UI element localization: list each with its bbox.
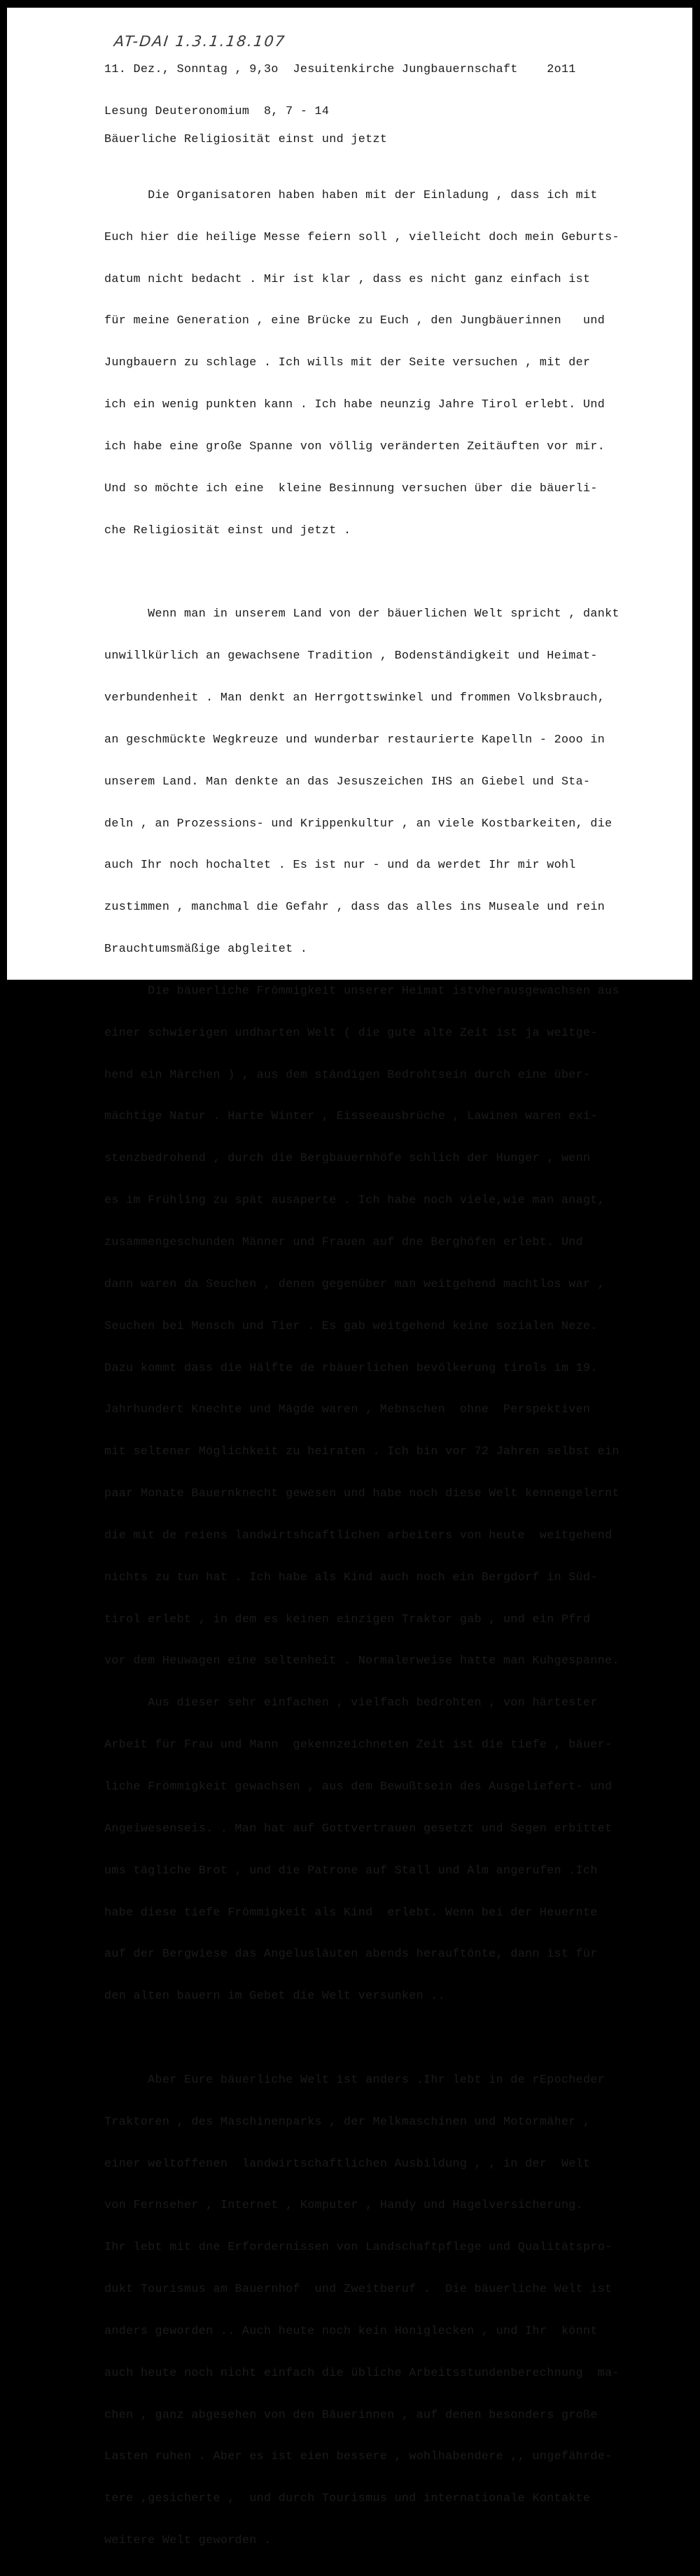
body-line: Lasten ruhen . Aber es ist eien bessere , wohlhabendere ,, ungefährde- <box>104 2450 612 2464</box>
body-line: für meine Generation , eine Brücke zu Euch , den Jungbäuerinnen und <box>104 314 606 328</box>
body-line: die mit de reiens landwirtshcaftlichen arbeiters von heute weitgehend <box>104 1528 612 1542</box>
reading-reference: Lesung Deuteronomium 8, 7 - 14 <box>104 105 330 118</box>
body-line <box>104 2032 620 2046</box>
body-line: Aus dieser sehr einfachen , vielfach bedrohten , von härtester <box>104 1696 598 1710</box>
body-line: Arbeit für Frau und Mann gekennzeichneten Zeit ist die tiefe , bäuer- <box>104 1738 612 1752</box>
body-line: ums tägliche Brot , und die Patrone auf Stall und Alm angerufen .Ich <box>104 1864 598 1878</box>
body-line: Die bäuerliche Frömmigkeit unserer Heimat istvherausgewachsen aus <box>104 984 620 998</box>
body-line: ich habe eine große Spanne von völlig veränderten Zeitäuften vor mir. <box>104 439 606 453</box>
body-line: che Religiosität einst und jetzt . <box>104 523 351 537</box>
body-line: Angeiwesenseis. . Man hat auf Gottvertrauen gesetzt und Segen erbittet <box>104 1822 612 1836</box>
body-line: nichts zu tun hat . Ich habe als Kind auch noch ein Bergdorf in Süd- <box>104 1570 598 1584</box>
body-line: auch Ihr noch hochaltet . Es ist nur - und da werdet Ihr mir wohl <box>104 859 576 873</box>
body-line: Die Organisatoren haben haben mit der Einladung , dass ich mit <box>104 188 598 202</box>
body-line: einer weltoffenen landwirtschaftlichen Ausbildung , , in der Welt <box>104 2157 591 2171</box>
body-line: tirol erlebt , in dem es keinen einzigen Traktor gab , und ein Pfrd <box>104 1612 591 1626</box>
body-line: stenzbedrohend , durch die Bergbauernhöfe schlich der Hunger , wenn <box>104 1152 591 1166</box>
date-line: 11. Dez., Sonntag , 9,3o Jesuitenkirche Jungbauernschaft 2o11 <box>104 63 576 76</box>
body-line: zusammengeschunden Männer und Frauen auf dne Berghöfen erlebt. Und <box>104 1236 584 1249</box>
body-line: chen , ganz abgesehen von den Bäuerinnen , auf denen besonders große <box>104 2408 598 2422</box>
body-line: zustimmen , manchmal die Gefahr , dass das alles ins Museale und rein <box>104 901 606 915</box>
body-line: an geschmückte Wegkreuze und wunderbar restaurierte Kapelln - 2ooo in <box>104 733 606 747</box>
body-line: Traktoren , des Maschinenparks , der Melkmaschinen und Motormäher , <box>104 2115 591 2129</box>
body-line: Jahrhundert Knechte und Mägde waren , Mebnschen ohne Perspektiven <box>104 1403 591 1417</box>
body-line: einer schwierigen undharten Welt ( die gute alte Zeit ist ja weitge- <box>104 1026 598 1040</box>
body-line: von Fernseher , Internet , Komputer , Handy und Hagelversicherung. <box>104 2199 584 2213</box>
body-line: dann waren da Seuchen , denen gegenüber man weitgehend machtlos war , <box>104 1277 606 1291</box>
body-line: anders geworden .. Auch heute noch kein Honiglecken , und Ihr könnt <box>104 2324 598 2338</box>
body-line: Ihr lebt mit dne Erfordernissen von Landschaftpflege und Qualitätspro- <box>104 2241 612 2255</box>
body-line: Aber Eure bäuerliche Welt ist anders .Ihr lebt in de rEpocheder <box>104 2073 606 2087</box>
archive-stamp: AT-DAI 1.3.1.18.107 <box>113 33 287 50</box>
body-line: Brauchtumsmäßige abgleitet . <box>104 943 308 957</box>
body-line: mit seltener Möglichkeit zu heiraten . Ich bin vor 72 Jahren selbst ein <box>104 1445 620 1459</box>
body-line: deln , an Prozessions- und Krippenkultur , an viele Kostbarkeiten, die <box>104 817 612 831</box>
sermon-title: Bäuerliche Religiosität einst und jetzt <box>104 133 388 146</box>
body-line: verbundenheit . Man denkt an Herrgottswinkel und frommen Volksbrauch, <box>104 691 606 705</box>
body-line: weitere Welt geworden . <box>104 2534 272 2548</box>
body-line: datum nicht bedacht . Mir ist klar , dass es nicht ganz einfach ist <box>104 272 591 286</box>
document-page <box>7 8 692 2548</box>
body-line: unserem Land. Man denkte an das Jesuszeichen IHS an Giebel und Sta- <box>104 775 591 789</box>
body-line: Wenn man in unserem Land von der bäuerlichen Welt spricht , dankt <box>104 607 620 621</box>
body-line: Und so möchte ich eine kleine Besinnung versuchen über die bäuerli- <box>104 481 598 495</box>
body-line: vor dem Heuwagen eine seltenheit . Normalerweise hatte man Kuhgespanne. <box>104 1654 620 1668</box>
body-line: unwillkürlich an gewachsene Tradition , Bodenständigkeit und Heimat- <box>104 649 598 663</box>
body-line: ich ein wenig punkten kann . Ich habe neunzig Jahre Tirol erlebt. Und <box>104 398 606 412</box>
body-line: den alten bauern im Gebet die Welt versunken .. <box>104 1990 446 2004</box>
body-line: habe diese tiefe Frömmigkeit als Kind erlebt. Wenn bei der Heuernte <box>104 1906 598 1920</box>
body-line: Euch hier die heilige Messe feiern soll , vielleicht doch mein Geburts- <box>104 230 620 244</box>
body-line: Seuchen bei Mensch und Tier . Es gab weitgehend keine sozialen Neze. <box>104 1319 598 1333</box>
body-line: dukt Tourismus am Bauernhof und Zweitberuf . Die bäuerliche Welt ist <box>104 2283 612 2297</box>
sermon-body <box>104 161 620 2576</box>
body-line: tere ,gesicherte , und durch Tourismus und internationale Kontakte <box>104 2492 591 2506</box>
body-line: mächtige Natur . Harte Winter , Eisseeausbrüche , Lawinen waren exi- <box>104 1110 598 1124</box>
body-line: Dazu kommt dass die Hälfte de rbäuerlichen bevölkerung tirols im 19. <box>104 1361 598 1375</box>
body-line: Jungbauern zu schlage . Ich wills mit der Seite versuchen , mit der <box>104 356 591 370</box>
body-line: paar Monate Bauernknecht gewesen und habe noch diese Welt kennengelernt <box>104 1487 620 1501</box>
body-line: es im Frühling zu spät ausaperte . Ich habe noch viele,wie man anagt, <box>104 1194 606 1208</box>
body-line: hend ein Märchen ) , aus dem ständigen Bedrohtsein durch eine über- <box>104 1068 591 1082</box>
body-line <box>104 566 620 580</box>
body-line: liche Frömmigkeit gewachsen , aus dem Bewußtsein des Ausgeliefert- und <box>104 1780 612 1794</box>
body-line: auf der Bergwiese das Angelusläuten abends herauftönte, dann ist für <box>104 1948 598 1962</box>
body-line: auch heute noch nicht einfach die übliche Arbeitsstundenberechnung ma- <box>104 2366 620 2380</box>
